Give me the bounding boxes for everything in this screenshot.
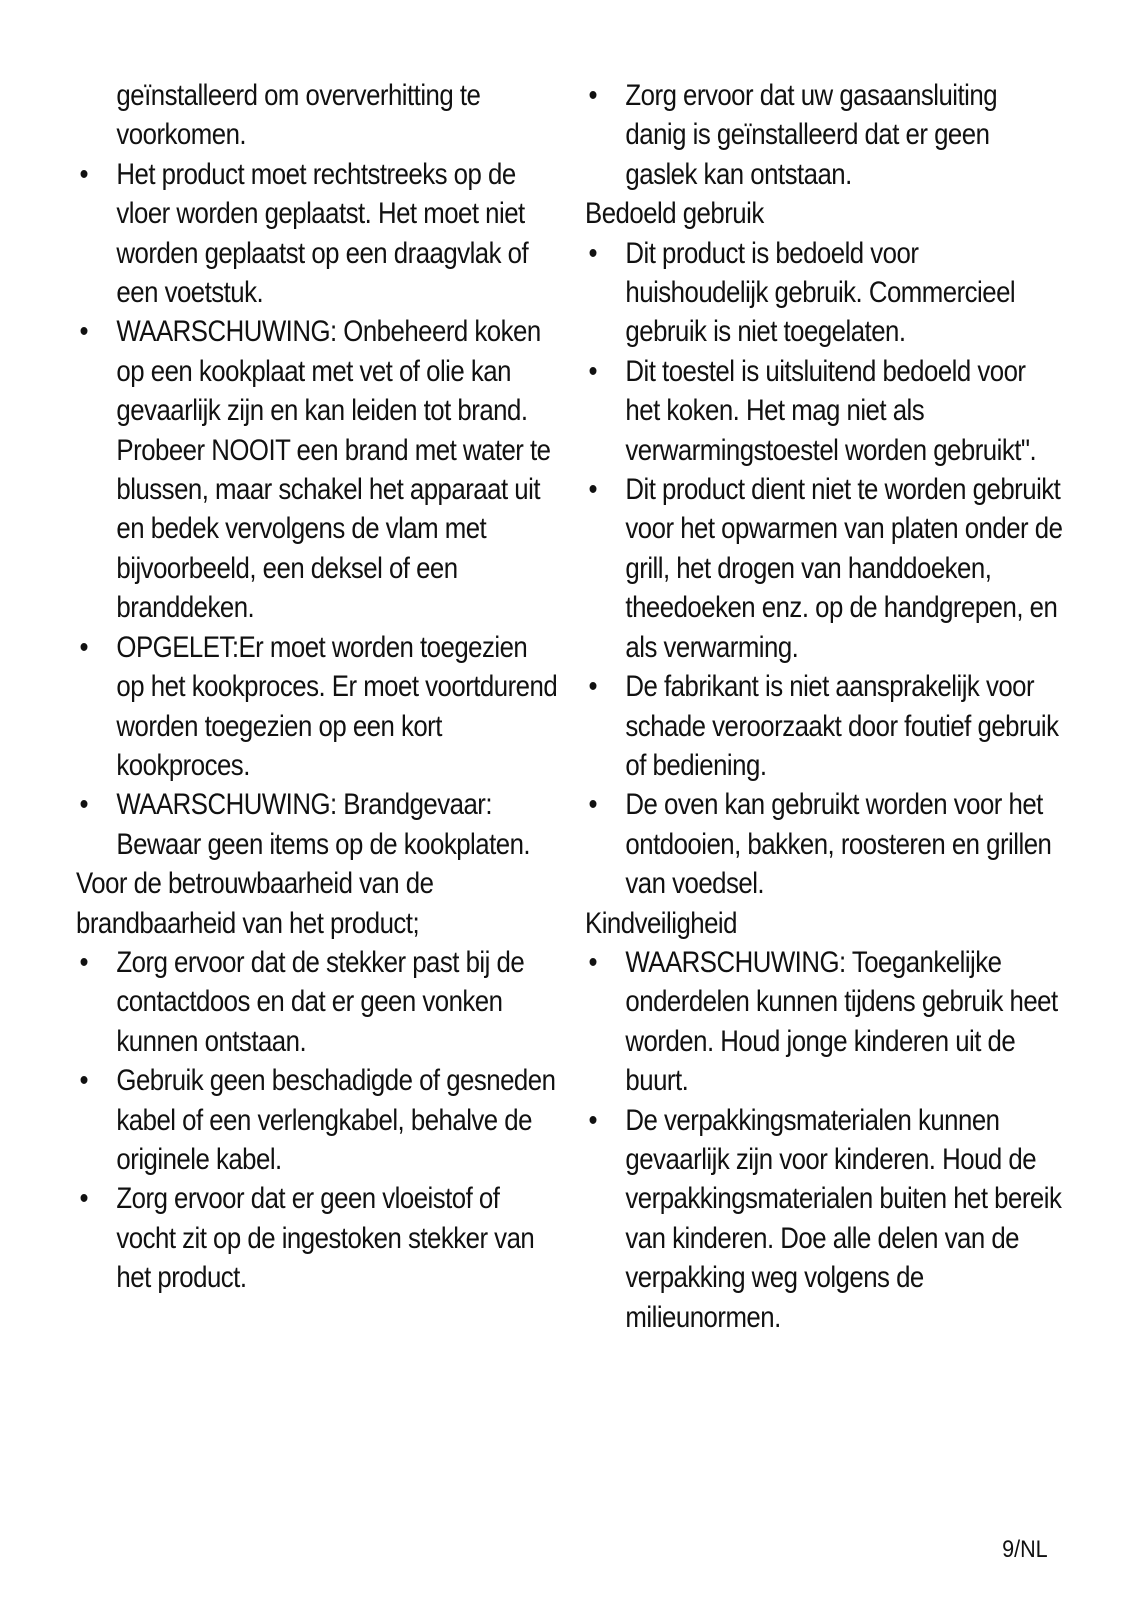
list-item: • De oven kan gebruikt worden voor het ontdooien, bakken, roosteren en grillen van voedsel. bbox=[585, 785, 1064, 903]
bullet-icon: • bbox=[79, 630, 88, 664]
right-column bbox=[585, 76, 1065, 1337]
list-item: • Zorg ervoor dat uw gasaansluiting danig is geïnstalleerd dat er geen gaslek kan ontstaan. bbox=[585, 76, 1064, 194]
bullet-icon: • bbox=[588, 788, 597, 822]
list-item: • OPGELET:Er moet worden toegezien op het kookproces. Er moet voortdurend worden toegezien op een kort kookproces. bbox=[76, 628, 561, 786]
section-heading-intended-use: Bedoeld gebruik bbox=[585, 197, 764, 231]
bullet-icon: • bbox=[79, 788, 88, 822]
bullet-icon: • bbox=[79, 1182, 88, 1216]
list-item: • De fabrikant is niet aansprakelijk voor schade veroorzaakt door foutief gebruik of bediening. bbox=[585, 667, 1064, 785]
bullet-icon: • bbox=[79, 1064, 88, 1098]
intro-paragraph: Voor de betrouwbaarheid van de brandbaarheid van het product; bbox=[76, 867, 434, 940]
left-column bbox=[76, 76, 562, 1298]
list-item: • WAARSCHUWING: Onbeheerd koken op een kookplaat met vet of olie kan gevaarlijk zijn en kan leiden tot brand. Probeer NOOIT een brand met water te blussen, maar schakel het apparaat uit en bedek vervolgens de vlam met bijvoorbeeld, een deksel of een branddeken. bbox=[76, 312, 561, 627]
bullet-icon: • bbox=[588, 945, 597, 979]
bullet-icon: • bbox=[588, 236, 597, 270]
bullet-icon: • bbox=[588, 1103, 597, 1137]
gas-connection-list bbox=[585, 76, 1064, 194]
section-heading-child-safety: Kindveiligheid bbox=[585, 906, 737, 940]
page-number: 9/NL bbox=[1002, 1536, 1048, 1563]
safety-list-1 bbox=[76, 155, 561, 864]
bullet-icon: • bbox=[588, 670, 597, 704]
bullet-icon: • bbox=[79, 945, 88, 979]
intended-use-list bbox=[585, 234, 1064, 904]
bullet-icon: • bbox=[588, 79, 597, 112]
continuation-text: geïnstalleerd om oververhitting te voorkomen. bbox=[116, 79, 481, 152]
list-item: • WAARSCHUWING: Brandgevaar: Bewaar geen items op de kookplaten. bbox=[76, 785, 561, 864]
list-item: • Zorg ervoor dat er geen vloeistof of vocht zit op de ingestoken stekker van het product. bbox=[76, 1179, 561, 1297]
safety-list-2 bbox=[76, 943, 561, 1298]
child-safety-list bbox=[585, 943, 1064, 1337]
bullet-icon: • bbox=[588, 473, 597, 507]
list-item: • WAARSCHUWING: Toegankelijke onderdelen kunnen tijdens gebruik heet worden. Houd jonge kinderen uit de buurt. bbox=[585, 943, 1064, 1101]
list-item: • De verpakkingsmaterialen kunnen gevaarlijk zijn voor kinderen. Houd de verpakkingsmaterialen buiten het bereik van kinderen. Doe alle delen van de verpakking weg volgens de milieunormen. bbox=[585, 1101, 1064, 1337]
list-item: • Zorg ervoor dat de stekker past bij de contactdoos en dat er geen vonken kunnen ontstaan. bbox=[76, 943, 561, 1061]
bullet-icon: • bbox=[79, 157, 88, 191]
list-item: • Dit product is bedoeld voor huishoudelijk gebruik. Commercieel gebruik is niet toegelaten. bbox=[585, 234, 1064, 352]
bullet-icon: • bbox=[79, 315, 88, 349]
list-item: • Het product moet rechtstreeks op de vloer worden geplaatst. Het moet niet worden geplaatst op een draagvlak of een voetstuk. bbox=[76, 155, 561, 313]
bullet-icon: • bbox=[588, 354, 597, 388]
list-item: • Dit toestel is uitsluitend bedoeld voor het koken. Het mag niet als verwarmingstoestel worden gebruikt". bbox=[585, 352, 1064, 470]
list-item: • Gebruik geen beschadigde of gesneden kabel of een verlengkabel, behalve de originele kabel. bbox=[76, 1061, 561, 1179]
list-item: • Dit product dient niet te worden gebruikt voor het opwarmen van platen onder de grill, het drogen van handdoeken, theedoeken enz. op de handgrepen, en als verwarming. bbox=[585, 470, 1064, 667]
